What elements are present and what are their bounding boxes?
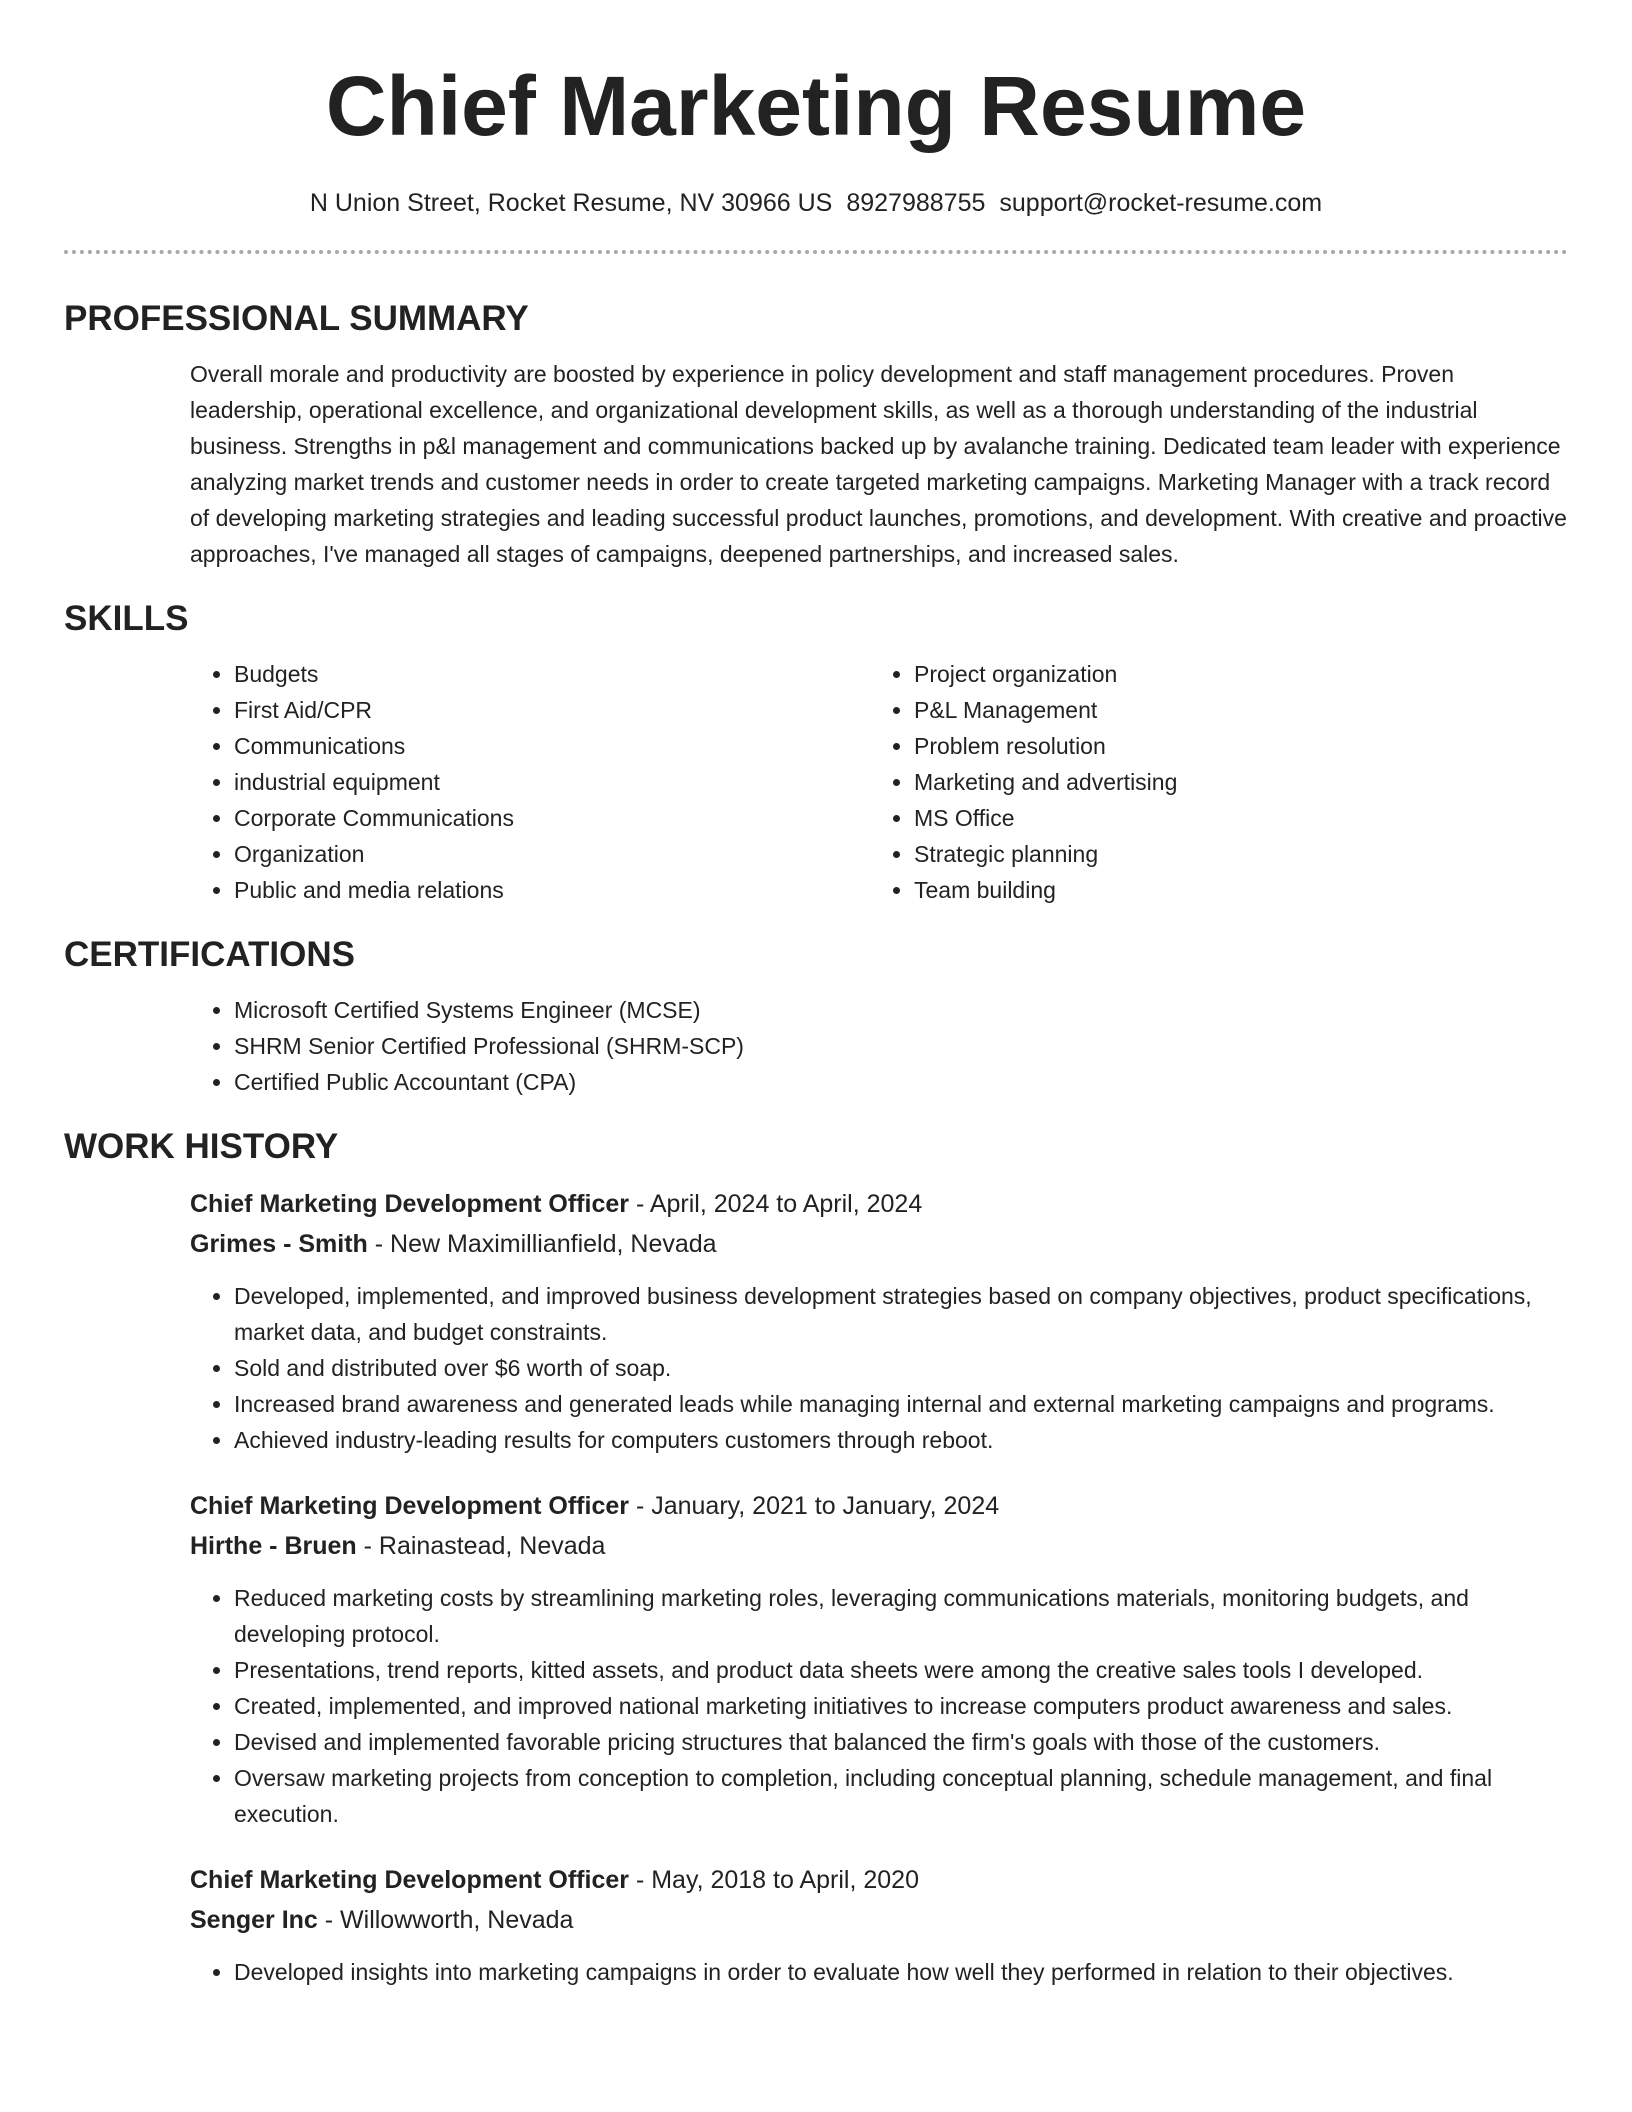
job-dates: - April, 2024 to April, 2024	[635, 1190, 923, 1218]
job-company-line	[190, 1526, 1568, 1566]
job-company: Hirthe - Bruen	[190, 1532, 357, 1560]
job-title-line	[190, 1860, 1568, 1900]
summary-section	[64, 298, 1568, 572]
skills-section	[64, 598, 1568, 908]
job-company: Senger Inc	[190, 1906, 318, 1934]
contact-line	[64, 186, 1568, 220]
certifications-section	[64, 934, 1568, 1100]
job-dates: - January, 2021 to January, 2024	[635, 1492, 1000, 1520]
job-company: Grimes - Smith	[190, 1230, 368, 1258]
job-bullet: • Presentations, trend reports, kitted assets, and product data sheets were among the creative sales tools I developed.	[234, 1652, 1568, 1688]
job-bullet: • Sold and distributed over $6 worth of soap.	[234, 1350, 1568, 1386]
skill-item: • P&L Management	[914, 692, 1550, 728]
job-entry	[64, 1486, 1568, 1832]
job-bullets	[190, 1278, 1568, 1458]
job-title: Chief Marketing Development Officer	[190, 1866, 629, 1894]
job-dates: - May, 2018 to April, 2020	[635, 1866, 919, 1894]
work-heading: WORK HISTORY	[64, 1127, 339, 1166]
job-bullet: • Devised and implemented favorable pricing structures that balanced the firm's goals with those of the customers.	[234, 1724, 1568, 1760]
job-bullet: • Increased brand awareness and generated leads while managing internal and external marketing campaigns and programs.	[234, 1386, 1568, 1422]
job-title: Chief Marketing Development Officer	[190, 1190, 629, 1218]
skill-item: • Problem resolution	[914, 728, 1550, 764]
skill-item: • Project organization	[914, 656, 1550, 692]
summary-heading: PROFESSIONAL SUMMARY	[64, 299, 529, 338]
job-title-line	[190, 1184, 1568, 1224]
skill-item: • Communications	[234, 728, 870, 764]
skill-item: • Budgets	[234, 656, 870, 692]
certification-item: • Microsoft Certified Systems Engineer (MCSE)	[234, 992, 1568, 1028]
job-title-line	[190, 1486, 1568, 1526]
skill-item: • First Aid/CPR	[234, 692, 870, 728]
certification-item: • SHRM Senior Certified Professional (SHRM-SCP)	[234, 1028, 1568, 1064]
job-title: Chief Marketing Development Officer	[190, 1492, 629, 1520]
job-company-line	[190, 1900, 1568, 1940]
contact-phone: 8927988755	[846, 189, 986, 217]
job-bullet: • Developed insights into marketing campaigns in order to evaluate how well they performed in relation to their objectives.	[234, 1954, 1568, 1990]
header-divider	[64, 250, 1568, 254]
contact-email: support@rocket-resume.com	[999, 189, 1323, 217]
skills-list-left	[190, 656, 870, 908]
work-section	[64, 1126, 1568, 1990]
job-entry	[64, 1184, 1568, 1458]
skill-item: • Marketing and advertising	[914, 764, 1550, 800]
job-bullet: • Reduced marketing costs by streamlining marketing roles, leveraging communications materials, monitoring budgets, and developing protocol.	[234, 1580, 1568, 1652]
job-location: - Willowworth, Nevada	[324, 1906, 574, 1934]
job-bullets	[190, 1954, 1568, 1990]
skills-list-right	[870, 656, 1550, 908]
skill-item: • Strategic planning	[914, 836, 1550, 872]
skill-item: • Public and media relations	[234, 872, 870, 908]
certification-item: • Certified Public Accountant (CPA)	[234, 1064, 1568, 1100]
certifications-list	[190, 992, 1568, 1100]
summary-text: Overall morale and productivity are boosted by experience in policy development and staff management procedures. Proven leadership, operational excellence, and organizational development skills, as well as a thorough understanding of the industrial business. Strengths in p&l management and communications backed up by avalanche training. Dedicated team leader with experience analyzing market trends and customer needs in order to create targeted marketing campaigns. Marketing Manager with a track record of developing marketing strategies and leading successful product launches, promotions, and development. With creative and proactive approaches, I've managed all stages of campaigns, deepened partnerships, and increased sales.	[190, 361, 1567, 567]
certifications-heading: CERTIFICATIONS	[64, 935, 356, 974]
job-bullet: • Oversaw marketing projects from conception to completion, including conceptual planning, schedule management, and final execution.	[234, 1760, 1568, 1832]
resume-title: Chief Marketing Resume	[325, 59, 1307, 153]
job-bullet: • Created, implemented, and improved national marketing initiatives to increase computers product awareness and sales.	[234, 1688, 1568, 1724]
skill-item: • Organization	[234, 836, 870, 872]
contact-address: N Union Street, Rocket Resume, NV 30966 US	[309, 189, 833, 217]
skills-heading: SKILLS	[64, 599, 189, 638]
skill-item: • MS Office	[914, 800, 1550, 836]
job-location: - Rainastead, Nevada	[363, 1532, 606, 1560]
job-location: - New Maximillianfield, Nevada	[374, 1230, 717, 1258]
job-bullets	[190, 1580, 1568, 1832]
job-bullet: • Developed, implemented, and improved business development strategies based on company objectives, product specifications, market data, and budget constraints.	[234, 1278, 1568, 1350]
job-bullet: • Achieved industry-leading results for computers customers through reboot.	[234, 1422, 1568, 1458]
skill-item: • industrial equipment	[234, 764, 870, 800]
skill-item: • Team building	[914, 872, 1550, 908]
skill-item: • Corporate Communications	[234, 800, 870, 836]
job-entry	[64, 1860, 1568, 1990]
job-company-line	[190, 1224, 1568, 1264]
